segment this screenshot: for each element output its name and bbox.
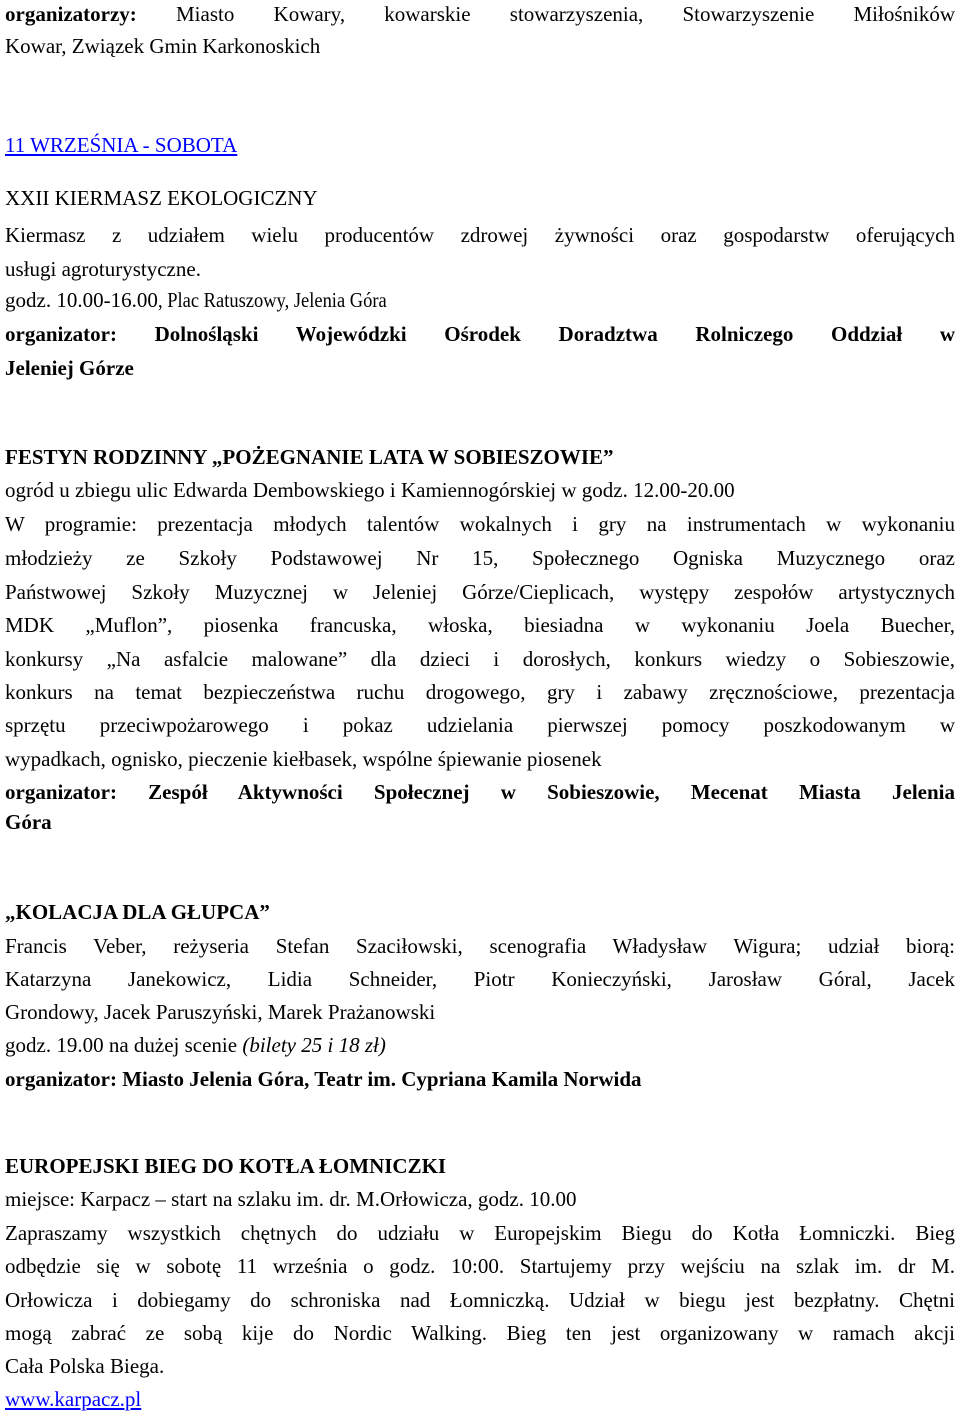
desc-line: Zapraszamy wszystkich chętnych do udziału w Europejskim Biegu do Kotła Łomniczki. Bieg <box>5 1221 955 1245</box>
credits-line: Katarzyna Janekowicz, Lidia Schneider, Piotr Konieczyński, Jarosław Góral, Jacek <box>5 967 955 991</box>
event-title-kolacja: „KOLACJA DLA GŁUPCA” <box>5 900 270 924</box>
credits-line: Grondowy, Jacek Paruszyński, Marek Prażanowski <box>5 1000 436 1024</box>
program-line: konkurs na temat bezpieczeństwa ruchu drogowego, gry i zabawy zręcznościowe, prezentacja <box>5 680 955 704</box>
event-time: godz. 19.00 na dużej scenie <box>5 1033 243 1057</box>
event-tickets: (bilety 25 i 18 zł) <box>242 1033 386 1057</box>
event-time-kiermasz <box>5 284 955 316</box>
organizers-line-2: Kowar, Związek Gmin Karkonoskich <box>5 34 321 58</box>
event-organizer-kiermasz: organizator: Dolnośląski Wojewódzki Ośrodek Doradztwa Rolniczego Oddział w <box>5 322 955 346</box>
program-line: sprzętu przeciwpożarowego i pokaz udzielania pierwszej pomocy poszkodowanym w <box>5 713 955 737</box>
desc-line: mogą zabrać ze sobą kije do Nordic Walking. Bieg ten jest organizowany w ramach akcji <box>5 1321 955 1345</box>
organizers-line <box>5 0 955 30</box>
event-time-kolacja <box>5 1029 955 1061</box>
organizers-text: Miasto Kowary, kowarskie stowarzyszenia, Stowarzyszenie Miłośników <box>176 2 955 26</box>
link-line <box>5 1383 955 1415</box>
event-organizer-festyn: organizator: Zespół Aktywności Społecznej w Sobieszowie, Mecenat Miasta Jelenia <box>5 780 955 804</box>
desc-line: odbędzie się w sobotę 11 września o godz. 10:00. Startujemy przy wejściu na szlak im. dr M. <box>5 1254 955 1278</box>
event-title-kiermasz: XXII KIERMASZ EKOLOGICZNY <box>5 186 318 210</box>
program-line: MDK „Muflon”, piosenka francuska, włoska, biesiadna w wykonaniu Joela Buecher, <box>5 613 955 637</box>
event-organizer-kiermasz-2: Jeleniej Górze <box>5 356 134 380</box>
desc-line: Cała Polska Biega. <box>5 1354 165 1378</box>
event-time-end: 20.00 <box>687 478 735 502</box>
event-organizer-kolacja: organizator: Miasto Jelenia Góra, Teatr im. Cypriana Kamila Norwida <box>5 1067 642 1091</box>
desc-line: Orłowicza i dobiegamy do schroniska nad Łomniczką. Udział w biegu jest bezpłatny. Chętni <box>5 1288 955 1312</box>
program-line: konkursy „Na asfalcie malowane” dla dzieci i dorosłych, konkurs wiedzy o Sobieszowie, <box>5 647 955 671</box>
event-place-bieg: miejsce: Karpacz – start na szlaku im. dr. M.Orłowicza, godz. 10.00 <box>5 1187 577 1211</box>
event-desc-kiermasz-2: usługi agroturystyczne. <box>5 257 201 281</box>
credits-line: Francis Veber, reżyseria Stefan Szaciłowski, scenografia Władysław Wigura; udział biorą: <box>5 934 955 958</box>
event-place: , Plac Ratuszowy, Jelenia Góra <box>157 288 387 312</box>
program-line: Państwowej Szkoły Muzycznej w Jeleniej Górze/Cieplicach, występy zespołów artystycznych <box>5 580 955 604</box>
program-line: młodzieży ze Szkoły Podstawowej Nr 15, Społecznego Ogniska Muzycznego oraz <box>5 546 955 570</box>
event-place-festyn <box>5 474 955 506</box>
event-time: godz. 10.00-16.00 <box>5 288 158 312</box>
program-line: W programie: prezentacja młodych talentów wokalnych i gry na instrumentach w wykonaniu <box>5 512 955 536</box>
program-line: wypadkach, ognisko, pieczenie kiełbasek, wspólne śpiewanie piosenek <box>5 747 602 771</box>
event-place-text: ogród u zbiegu ulic Edwarda Dembowskiego i Kamiennogórskiej w godz. 12.00- <box>5 478 688 502</box>
event-title-bieg: EUROPEJSKI BIEG DO KOTŁA ŁOMNICZKI <box>5 1154 447 1178</box>
event-organizer-festyn-2: Góra <box>5 810 52 834</box>
karpacz-link[interactable]: www.karpacz.pl <box>5 1387 142 1411</box>
event-title-festyn: FESTYN RODZINNY „POŻEGNANIE LATA W SOBIESZOWIE” <box>5 445 614 469</box>
event-desc-kiermasz: Kiermasz z udziałem wielu producentów zdrowej żywności oraz gospodarstw oferujących <box>5 223 955 247</box>
date-header: 11 WRZEŚNIA - SOBOTA <box>5 133 238 157</box>
organizers-label: organizatorzy: <box>5 2 137 26</box>
